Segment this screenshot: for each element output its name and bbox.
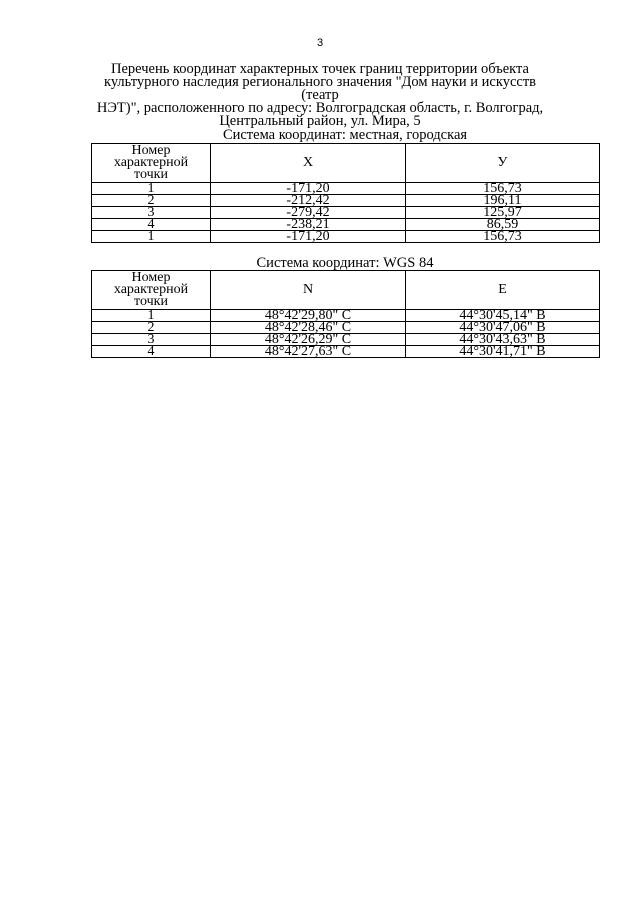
cell-e: 44°30'41,71" В xyxy=(406,346,600,358)
cell-point: 1 xyxy=(92,231,211,243)
wgs84-coordinates-table xyxy=(91,270,600,358)
table-header-row xyxy=(92,271,600,310)
header-line: характерной xyxy=(113,155,189,170)
header-n: N xyxy=(211,271,406,310)
title-line: культурного наследия регионального значения "Дом науки и искусств (театр xyxy=(103,74,537,103)
cell-e: 44°30'45,14" В xyxy=(406,310,600,322)
header-line: точки xyxy=(134,294,168,309)
cell-point: 1 xyxy=(92,183,211,195)
table-header-row xyxy=(92,144,600,183)
cell-y: 156,73 xyxy=(406,183,600,195)
title-line: НЭТ)", расположенного по адресу: Волгоградская область, г. Волгоград, xyxy=(96,100,544,116)
cell-y: 196,11 xyxy=(406,195,600,207)
page-number: 3 xyxy=(316,37,324,49)
header-line: точки xyxy=(134,167,168,182)
cell-point: 4 xyxy=(92,219,211,231)
cell-x: -171,20 xyxy=(211,183,406,195)
table-row xyxy=(92,346,600,358)
table-row xyxy=(92,219,600,231)
header-y: У xyxy=(406,144,600,183)
cell-x: -212,42 xyxy=(211,195,406,207)
cell-y: 156,73 xyxy=(406,231,600,243)
cell-point: 4 xyxy=(92,346,211,358)
header-point-number xyxy=(92,271,211,310)
cell-x: -171,20 xyxy=(211,231,406,243)
header-line: характерной xyxy=(113,282,189,297)
table-row xyxy=(92,207,600,219)
title-line: Центральный район, ул. Мира, 5 xyxy=(219,113,421,129)
cell-point: 2 xyxy=(92,322,211,334)
cell-y: 125,97 xyxy=(406,207,600,219)
table-row xyxy=(92,183,600,195)
header-e: E xyxy=(406,271,600,310)
header-line: Номер xyxy=(131,270,171,285)
header-point-number xyxy=(92,144,211,183)
header-line: Номер xyxy=(131,143,171,158)
header-x: X xyxy=(211,144,406,183)
cell-point: 1 xyxy=(92,310,211,322)
cell-x: -279,42 xyxy=(211,207,406,219)
cell-y: 86,59 xyxy=(406,219,600,231)
cell-n: 48°42'28,46" С xyxy=(211,322,406,334)
cell-e: 44°30'47,06" В xyxy=(406,322,600,334)
cell-e: 44°30'43,63" В xyxy=(406,334,600,346)
table-row xyxy=(92,231,600,243)
cell-n: 48°42'26,29" С xyxy=(211,334,406,346)
document-title xyxy=(90,63,550,128)
local-coordinates-table xyxy=(91,143,600,243)
cell-point: 3 xyxy=(92,334,211,346)
cell-x: -238,21 xyxy=(211,219,406,231)
title-line: Перечень координат характерных точек границ территории объекта xyxy=(111,61,529,77)
cell-point: 2 xyxy=(92,195,211,207)
cell-point: 3 xyxy=(92,207,211,219)
cell-n: 48°42'27,63" С xyxy=(211,346,406,358)
wgs-system-caption: Система координат: WGS 84 xyxy=(256,255,434,271)
table-row xyxy=(92,195,600,207)
cell-n: 48°42'29,80" С xyxy=(211,310,406,322)
local-system-caption: Система координат: местная, городская xyxy=(222,127,468,143)
